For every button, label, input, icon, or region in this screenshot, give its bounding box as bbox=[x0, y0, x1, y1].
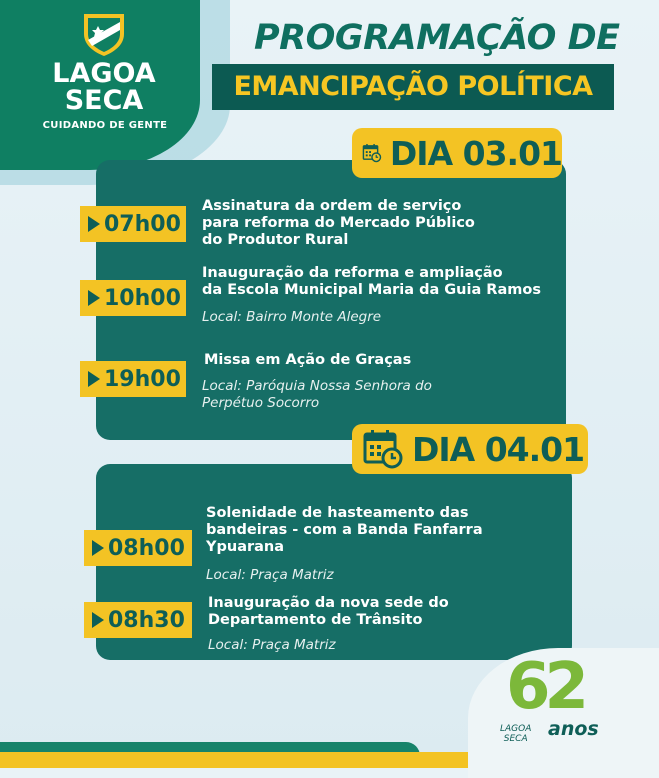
event-title-3: Missa em Ação de Graças bbox=[204, 352, 412, 368]
page-subtitle: EMANCIPAÇÃO POLÍTICA bbox=[212, 64, 614, 110]
play-arrow-icon bbox=[92, 612, 104, 628]
event-line: Departamento de Trânsito bbox=[208, 612, 423, 628]
event-title-5 bbox=[208, 595, 449, 629]
event-line: para reforma do Mercado Público bbox=[202, 215, 475, 231]
badge-city bbox=[500, 724, 531, 744]
logo-line-2: SECA bbox=[64, 85, 144, 116]
footer-stripe-yellow bbox=[0, 752, 470, 768]
event-line: Inauguração da nova sede do bbox=[208, 595, 449, 611]
logo-wordmark bbox=[44, 60, 164, 114]
event-time-label: 19h00 bbox=[104, 366, 181, 392]
day-header-1 bbox=[352, 128, 562, 178]
day-label-1: DIA 03.01 bbox=[389, 133, 562, 173]
event-time-label: 08h30 bbox=[108, 607, 185, 633]
day-label-2: DIA 04.01 bbox=[412, 429, 585, 469]
location-line: Local: Paróquia Nossa Senhora do bbox=[202, 378, 432, 394]
event-time-label: 07h00 bbox=[104, 211, 181, 237]
event-time-1 bbox=[80, 206, 186, 242]
play-arrow-icon bbox=[88, 216, 100, 232]
event-location-2: Local: Bairro Monte Alegre bbox=[202, 309, 382, 325]
badge-city-line: LAGOA bbox=[500, 724, 532, 734]
badge-city-line: SECA bbox=[503, 734, 528, 744]
page-title: PROGRAMAÇÃO DE bbox=[254, 18, 620, 58]
event-title-4 bbox=[206, 505, 483, 556]
logo-tagline: CUIDANDO DE GENTE bbox=[42, 120, 168, 131]
event-line: Inauguração da reforma e ampliação bbox=[202, 265, 503, 281]
event-line: Solenidade de hasteamento das bbox=[206, 505, 469, 521]
location-line: Perpétuo Socorro bbox=[202, 395, 320, 411]
calendar-icon bbox=[362, 428, 404, 470]
event-title-1 bbox=[202, 198, 475, 249]
event-line: bandeiras - com a Banda Fanfarra bbox=[206, 522, 483, 538]
day-header-2 bbox=[352, 424, 588, 474]
play-arrow-icon bbox=[88, 371, 100, 387]
logo-line-1: LAGOA bbox=[52, 58, 156, 89]
event-location-4: Local: Praça Matriz bbox=[206, 567, 334, 583]
event-location-5: Local: Praça Matriz bbox=[208, 637, 336, 653]
event-time-3 bbox=[80, 361, 186, 397]
event-line: Assinatura da ordem de serviço bbox=[202, 198, 462, 214]
anniversary-number: 62 bbox=[506, 650, 584, 724]
event-time-4 bbox=[84, 530, 192, 566]
shield-icon bbox=[82, 10, 126, 56]
event-time-2 bbox=[80, 280, 186, 316]
event-time-label: 10h00 bbox=[104, 285, 181, 311]
event-location-3 bbox=[202, 378, 432, 412]
event-line: da Escola Municipal Maria da Guia Ramos bbox=[202, 282, 541, 298]
event-time-5 bbox=[84, 602, 192, 638]
play-arrow-icon bbox=[88, 290, 100, 306]
play-arrow-icon bbox=[92, 540, 104, 556]
event-time-label: 08h00 bbox=[108, 535, 185, 561]
event-line: Ypuarana bbox=[206, 539, 285, 555]
event-line: do Produtor Rural bbox=[202, 232, 349, 248]
calendar-icon bbox=[362, 132, 382, 174]
event-title-2 bbox=[202, 265, 541, 299]
anniversary-word: anos bbox=[548, 718, 599, 740]
